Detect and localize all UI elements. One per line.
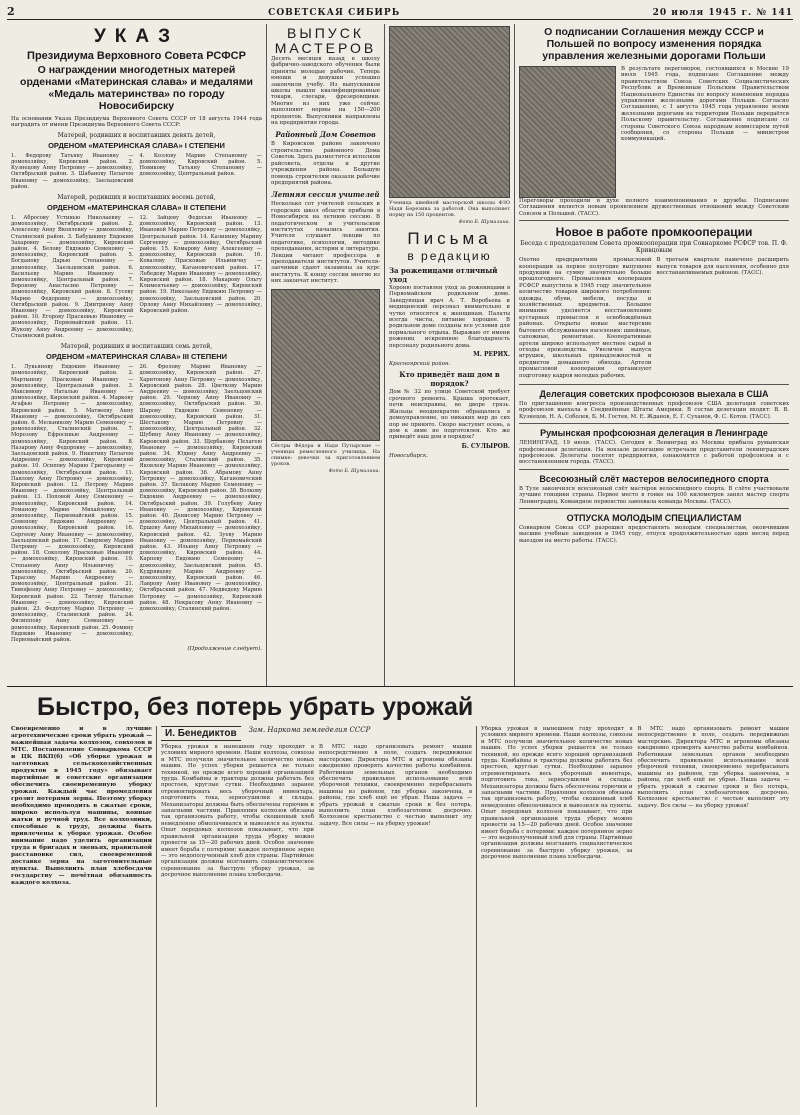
upper-section (7, 24, 793, 687)
local-news-column (267, 24, 385, 686)
ukaz-column (7, 24, 267, 686)
bike-text: В Туле закончился всесоюзный слёт мастеров велосипедного спорта. В слёте участвовали лучшие гонщики страны. Первое место в гонке на 100 километров занял мастер спорта Ленинградец. Командное первенство завоевала команда Москвы. (ТАСС). (519, 485, 789, 505)
ukaz-headline: О награждении многодетных матерей орденами «Материнская слава» и медалями «Медаль материнства» по городу Новосибирску (20, 64, 253, 112)
awardee-list: 1. Лукьянову Евдокию Ивановну — домохозяйку, Кировский район. 2. Мартынову Прасковью Ивановну — домохозяйку, Центральный район. 3. Максимову Наталью Ивановну — домохозяйку, Кировский район. 4. Маркову Агафью Петровну — домохозяйку, Кировский район. 5. Матвееву Анну Ивановну — домохозяйку, Октябрьский район. 6. Мельникову Марию Семеновну — домохозяйку, Сталинский район. 7. Морозову Ефросинью Андреевну — домохозяйку, Кировский район. 8. Назарову Анну Федоровну — домохозяйку, Заельцовский район. 9. Никитину Пелагею Андреевну — домохозяйку, Кировский район. 10. Осипову Марию Григорьевну — домохозяйку, Октябрьский район. 11. Павлову Анну Петровну — домохозяйку, Кировский район. 12. Петрову Марию Ивановну — домохозяйку, Центральный район. 13. Поповой Анну Семеновну — домохозяйку, Кировский район. 14. Романову Марию Михайловну — домохозяйку, Первомайский район. 15. Семенову Евдокию Андреевну — домохозяйку, Кировский район. 16. Сергееву Анну Ивановну — домохозяйку, Заельцовский район. 17. Смирнову Марию Петровну — домохозяйку, Кировский район. 18. Соколову Прасковью Ивановну — домохозяйку, Кировский район. 19. Степанову Анну Ильиничну — домохозяйку, Октябрьский район. 20. Тарасову Марию Андреевну — домохозяйку, Центральный район. 21. Тимофееву Анну Петровну — домохозяйку, Кировский район. 22. Титову Наталью Ивановну — домохозяйку, Кировский район. 23. Федотову Марию Петровну — домохозяйку, Сталинский район. 24. Филиппову Анну Семеновну — домохозяйку, Кировский район. 25. Фомину Евдокию Ивановну — домохозяйку, Первомайский район. (11, 364, 134, 644)
letter-signature: Б. СУЛЫРОВ. (461, 442, 510, 450)
photo-caption: Сёстры Фёдора и Надя Путырские — ученицы ремесленного училища. На снимке: девочки за приготовлением уроков. (271, 442, 380, 467)
ukaz-title: УКАЗ (93, 26, 180, 47)
photo-caption: Ученица швейной мастерской школы ФЗО Надя Березина за работой. Она выполняет норму на 150 процентов. (389, 200, 510, 218)
author-position: Зам. Наркома земледелия СССР (248, 726, 371, 734)
issue-date: 20 июля 1945 г. № 141 (652, 8, 793, 18)
ukaz-subtitle: Президиума Верховного Совета РСФСР (27, 50, 246, 62)
delegation-text: По приглашению конгресса производственных профсоюзов США делегация советских профсоюзов выехала в Соединённые Штаты Америки. В состав делегации входят: В. В. Кузнецов, Н. А. Соболев, Б. М. Гостев, М. Е. Жданов, Е. Г. Суханов, Ф. С. Котов. (ТАСС). (519, 400, 789, 420)
teachers-session-text: Несколько сот учителей сельских и городских школ области прибыли в Новосибирск на летнюю сессию. В педагогическом и учительском институтах начались занятия. Учителя слушают лекции по педагогике, психологии, методике преподавания, истории и литературе. Лекции читают профессора и преподаватели институтов. Учителя-заочники сдают экзамены за курс института. К концу сессии многие из них закончат институт. (271, 201, 380, 285)
photo-children (271, 289, 380, 441)
specialists-headline: ОТПУСКА МОЛОДЫМ СПЕЦИАЛИСТАМ (566, 513, 742, 523)
masthead (7, 4, 793, 20)
section-heading: Матерей, родивших и воспитавших семь детей, (60, 343, 213, 351)
ukaz-preamble: На основании Указа Президиума Верховного Совета СССР от 18 августа 1944 года наградить от имени Президиума Верховного Совета СССР: (11, 116, 262, 129)
continuation-note: (Продолжение следует). (187, 646, 262, 653)
prom-text: Охотно предприятиям промысловой кооперации за первое полугодие выпущено продукции на сумму значительно больше прошлогоднего. Промысловая кооперация РСФСР выпустила в 1945 году значительное количество товаров широкого потребления: одежды, обуви, мебели, посуды и хозяйственных предметов. Большое внимание уделяется восстановлению кустарных промыслов в освобождённых районах. Открыты новые мастерские бытового обслуживания населения: швейные, сапожные, ремонтные. Кооперативные артели широко используют местное сырьё и отходы производства. Увеличен выпуск игрушек, школьных принадлежностей и предметов домашнего обихода. Артели промысловой кооперации организуют подготовку кадров молодых рабочих. (519, 257, 652, 379)
dom-sovetov-heading: Районный Дом Советов (275, 130, 376, 140)
section-heading: Матерей, родивших и воспитавших девять детей, (57, 131, 216, 139)
vypusk-title: ВЫПУСК МАСТЕРОВ (274, 25, 377, 56)
awardee-list: 4. Козлову Марию Степановну — домохозяйку, Кировский район. 5. Новикову Татьяну Степановну — домохозяйку, Центральный район. (139, 152, 262, 178)
vypusk-text: Десять месяцев назад в школу фабрично-заводского обучения были приняты молодые рабочие. Теперь юноши и девушки успешно закончили учебу. Из выпускников школы вышли квалифицированные токари, слесари, фрезеровщики. Многие из них уже сейчас выполняют нормы на 150—200 процентов. Выпускники направлены на предприятия города. (271, 56, 380, 127)
delegation-headline: Делегация советских профсоюзов выехала в США (539, 388, 769, 399)
prom-byline: Беседа с председателем Совета промкооперации при Совнаркоме РСФСР тов. П. Ф. Кривцовым (520, 240, 788, 255)
specialists-text: Совнарком Союза ССР разрешил предоставлять молодым специалистам, окончившим высшие учебные заведения в 1945 году, отпуск продолжительностью один месяц перед выездом на место работы. (ТАСС). (519, 525, 789, 544)
harvest-section (7, 726, 793, 1107)
harvest-lead: Своевременно и в лучшие агротехнические сроки убрать урожай — важнейшая задача колхозов, совхозов и МТС. Постановление Совнаркома СССР и ЦК ВКП(б) «Об уборке урожая и заготовках сельскохозяйственных продуктов в 1945 году» обязывает партийные и советские организации обеспечить своевременную уборку урожая. Каждый час промедления грозит потерями зерна. Поэтому уборку необходимо проводить в сжатые сроки, широко используя машины, конные жатки и ручной труд. Все колхозники, способные к труду, должны быть привлечены к уборке урожая. Особое внимание надо уделить организации труда в бригадах и звеньях, правильной расстановке сил, своевременной доставке зерна на заготовительные пункты. Выполнить план хлебосдачи государству — почётная обязанность каждого колхоза. (11, 726, 152, 886)
harvest-body-column (157, 726, 477, 1107)
article-author: И. Бенедиктов (161, 726, 241, 741)
prom-headline: Новое в работе промкооперации (555, 225, 753, 240)
harvest-lead-column (7, 726, 157, 1107)
bike-headline: Всесоюзный слёт мастеров велосипедного спорта (539, 473, 769, 484)
letters-title: Письма (407, 229, 492, 248)
harvest-body: Уборка урожая в нынешнем году проходит в условиях мирного времени. Наши колхозы, совхозы и МТС получили значительное количество новых машин. Но успех уборки решается не только техникой, но прежде всего хорошей организацией труда. Комбайны и тракторы должны работать без простоев, круглые сутки. Необходимо заранее отремонтировать весь уборочный инвентарь, подготовить тока, зерносушилки и склады. Механизаторы должны быть обеспечены горючим и запасными частями. Правления колхозов обязаны так организовать работу, чтобы скошенный хлеб немедленно обмолачивался и вывозился на пункты. Опыт передовых колхозов показывает, что при правильной организации труда уборку можно провести за 15—20 рабочих дней. Особое значение имеет борьба с потерями: каждое потерянное зерно — это недополученный хлеб для страны. Партийные организации должны возглавить социалистическое соревнование за быструю уборку урожая, за досрочное выполнение плана хлебосдачи. (161, 744, 314, 879)
romania-headline: Румынская профсоюзная делегация в Ленинграде (540, 428, 768, 439)
awardee-list: 1. Федорову Татьяну Ивановну — домохозяйку, Кировский район. 2. Кузнецову Анну Петровну — домохозяйку, Октябрьский район. 3. Шабанову Пелагею Ивановну — домохозяйку, Заельцовский район. (11, 152, 134, 190)
letter-place: Новосибирск. (389, 452, 428, 459)
teachers-session-heading: Летняя сессия учителей (271, 190, 380, 200)
photo-woman (519, 66, 616, 198)
letters-column (385, 24, 515, 686)
letter-heading: Кто приведёт наш дом в порядок? (399, 370, 500, 389)
letter-heading: За роженицами отличный уход (389, 266, 498, 284)
agreement-text: В результате переговоров, состоявшихся в Москве 19 июля 1945 года, подписано Соглашение между правительством Союза Советских Социалистических Республик и Временным Польским Правительством Национального Единства по вопросу изменения порядка управления железными дорогами Польши. Согласно Соглашению, с 1 августа 1945 года управление всеми железными дорогами на территории Польши передаётся Польскому правительству. Соглашение подписано со стороны Советского Союза народным комиссаром путей сообщения, со стороны Польши — министром коммуникаций. (621, 66, 789, 143)
romania-text: ЛЕНИНГРАД, 19 июля. (ТАСС). Сегодня в Ленинград из Москвы прибыла румынская профсоюзная делегация. На вокзале делегацию встречали представители ленинградских профсоюзов. Делегаты посетят предприятия, ознакомятся с работой профсоюзов и с восстановлением города. (ТАСС). (519, 440, 789, 466)
order-heading: ОРДЕНОМ «МАТЕРИНСКАЯ СЛАВА» I СТЕПЕНИ (48, 140, 225, 150)
prom-text-2: В третьем квартале намечено расширить выпуск товаров для населения, особенно для восстанавливаемых районов. (ТАСС). (656, 257, 789, 277)
order-heading: ОРДЕНОМ «МАТЕРИНСКАЯ СЛАВА» III СТЕПЕНИ (46, 352, 227, 362)
agreement-headline: О подписании Соглашения между СССР и Польшей по вопросу изменения порядка управления железными дорогами Польши (542, 26, 766, 62)
section-heading: Матерей, родивших и воспитавших восемь детей, (57, 194, 216, 202)
news-column (515, 24, 793, 686)
newspaper-page (7, 4, 793, 1107)
letter-place: Красноярский район. (389, 361, 451, 368)
harvest-continuation-column (477, 726, 793, 1107)
photo-credit: Фото Б. Шумилина. (328, 468, 380, 474)
letters-subtitle: в редакцию (407, 249, 492, 263)
dom-sovetov-text: В Кировском районе закончено строительство районного Дома Советов. Здесь разместятся исполком райсовета, отделы и другие учреждения района. Большую помощь строителям оказали рабочие предприятий района. (271, 141, 381, 186)
harvest-body-2: В МТС надо организовать ремонт машин непосредственно в поле, создать передвижные мастерские. Директора МТС и агрономы обязаны ежедневно проверять качество работы комбайнов. Работникам земельных органов необходимо обеспечить правильное использование всей уборочной техники, своевременно перебрасывать машины из районов, где уборка закончена, в районы, где хлеб ещё не убран. Наша задача — убрать урожай в сжатые сроки и без потерь, выполнить план хлебозаготовок досрочно. Колхозное крестьянство с честью выполнит эту задачу. Все силы — на уборку урожая! (637, 726, 789, 809)
page-number: 2 (7, 5, 16, 18)
harvest-body-2: В МТС надо организовать ремонт машин непосредственно в поле, создать передвижные мастерские. Директора МТС и агрономы обязаны ежедневно проверять качество работы комбайнов. Работникам земельных органов необходимо обеспечить правильное использование всей уборочной техники, своевременно перебрасывать машины из районов, где уборка закончена, в районы, где хлеб ещё не убран. Наша задача — убрать урожай в сжатые сроки и без потерь, выполнить план хлебозаготовок досрочно. Колхозное крестьянство с честью выполнит эту задачу. Все силы — на уборку урожая! (319, 744, 472, 827)
harvest-title: Быстро, без потерь убрать урожай (37, 693, 474, 721)
letter-text: Хороню поставлен уход за роженицами в Первомайском родильном доме. Заведующая врач А. Т. Воробьева и медицинский персонал внимательно и чутко относятся к женщинам. Палаты всегда чисты, питание хорошее. В родильном доме созданы все условия для нормального отдыха. Выражаю от имени рожениц искреннюю благодарность персоналу родильного дома. (389, 285, 510, 349)
harvest-body: Уборка урожая в нынешнем году проходит в условиях мирного времени. Наши колхозы, совхозы и МТС получили значительное количество новых машин. Но успех уборки решается не только техникой, но прежде всего хорошей организацией труда. Комбайны и тракторы должны работать без простоев, круглые сутки. Необходимо заранее отремонтировать весь уборочный инвентарь, подготовить тока, зерносушилки и склады. Механизаторы должны быть обеспечены горючим и запасными частями. Правления колхозов обязаны так организовать работу, чтобы скошенный хлеб немедленно обмолачивался и вывозился на пункты. Опыт передовых колхозов показывает, что при правильной организации труда уборку можно провести за 15—20 рабочих дней. Особое значение имеет борьба с потерями: каждое потерянное зерно — это недополученный хлеб для страны. Партийные организации должны возглавить социалистическое соревнование за быструю уборку урожая, за досрочное выполнение плана хлебосдачи. (481, 726, 633, 861)
agreement-text-2: Переговоры проходили в духе полного взаимопонимания и дружбы. Подписание Соглашения является новым проявлением дружественных отношений между Советским Союзом и Польшей. (ТАСС). (519, 198, 789, 217)
awardee-list: 1. Абросову Устинью Николаевну — домохозяйку, Октябрьский район. 2. Алексееву Анну Яковлевну — домохозяйку, Сталинский район. 3. Бабушкину Евдокию Захаровну — домохозяйку, Кировский район. 4. Белову Евдокию Семеновну — домохозяйку, Кировский район. 5. Богданову Дарью Степановну — домохозяйку, Заельцовский район. 6. Васильеву Марию Ивановну — домохозяйку, Центральный район. 7. Воронову Анастасию Петровну — домохозяйку, Кировский район. 8. Гусеву Марию Федоровну — домохозяйку, Октябрьский район. 9. Дмитриеву Анну Ивановну — домохозяйку, Кировский район. 10. Егорову Прасковью Ивановну — домохозяйку, Первомайский район. 11. Жукову Анну Андреевну — домохозяйку, Сталинский район. (11, 215, 134, 339)
awardee-list: 12. Зайцеву Федосью Ивановну — домохозяйку, Кировский район. 13. Ивановой Марию Петровну — домохозяйку, Центральный район. 14. Калинину Марину Сергеевну — домохозяйку, Октябрьский район. 15. Комарову Анну Алексеевну — домохозяйку, Кировский район. 16. Ковалеву Прасковью Ильиничну — домохозяйку, Кагановичский район. 17. Лебедеву Марию Ивановну — домохозяйку, Кировский район. 18. Макарову Ольгу Климентьевну — домохозяйку, Кировский район. 19. Николаеву Евдокию Петровну — домохозяйку, Заельцовский район. 20. Орлову Анну Михайловну — домохозяйку, Кировский район. (139, 215, 262, 315)
letter-signature: М. РЕРИХ. (473, 351, 510, 359)
photo-seamstress (389, 26, 510, 198)
newspaper-title: СОВЕТСКАЯ СИБИРЬ (268, 8, 401, 18)
letter-text: Дом № 32 по улице Советской требует срочного ремонта. Крыша протекает, печи неисправны, во дворе грязь. Жильцы неоднократно обращались в домоуправление, но никаких мер до сих пор не принято. Скоро наступит осень, а дом к зиме не подготовлен. Кто же приведёт наш дом в порядок? (389, 389, 510, 441)
photo-credit: Фото Б. Шумилина. (458, 220, 510, 225)
order-heading: ОРДЕНОМ «МАТЕРИНСКАЯ СЛАВА» II СТЕПЕНИ (47, 203, 226, 213)
awardee-list: 26. Фролову Марию Ивановну — домохозяйку, Кировский район. 27. Харитонову Анну Петровну — домохозяйку, Кировский район. 28. Цветкову Марию Андреевну — домохозяйку, Заельцовский район. 29. Чернову Анну Ивановну — домохозяйку, Октябрьский район. 30. Шарову Евдокию Семеновну — домохозяйку, Кировский район. 31. Шестакову Марию Петровну — домохозяйку, Центральный район. 32. Шубину Анну Ивановну — домохозяйку, Кировский район. 33. Щербакову Пелагею Ивановну — домохозяйку, Кировский район. 34. Юдину Анну Андреевну — домохозяйку, Сталинский район. 35. Яковлеву Марию Ивановну — домохозяйку, Кировский район. 36. Абрамову Анну Петровну — домохозяйку, Кагановичский район. 37. Белякову Марию Семеновну — домохозяйку, Кировский район. 38. Волкову Евдокию Андреевну — домохозяйку, Октябрьский район. 39. Голубеву Анну Ивановну — домохозяйку, Кировский район. 40. Денисову Марию Петровну — домохозяйку, Центральный район. 41. Ершову Анну Михайловну — домохозяйку, Кировский район. 42. Зуеву Марию Ивановну — домохозяйку, Первомайский район. 43. Ильину Анну Петровну — домохозяйку, Кировский район. 44. Карпову Евдокию Семеновну — домохозяйку, Заельцовский район. 45. Кудрявцеву Марию Андреевну — домохозяйку, Кировский район. 46. Лаврову Анну Ивановну — домохозяйку, Октябрьский район. 47. Медведеву Марию Петровну — домохозяйку, Кировский район. 48. Некрасову Анну Ивановну — домохозяйку, Сталинский район. (139, 364, 262, 613)
